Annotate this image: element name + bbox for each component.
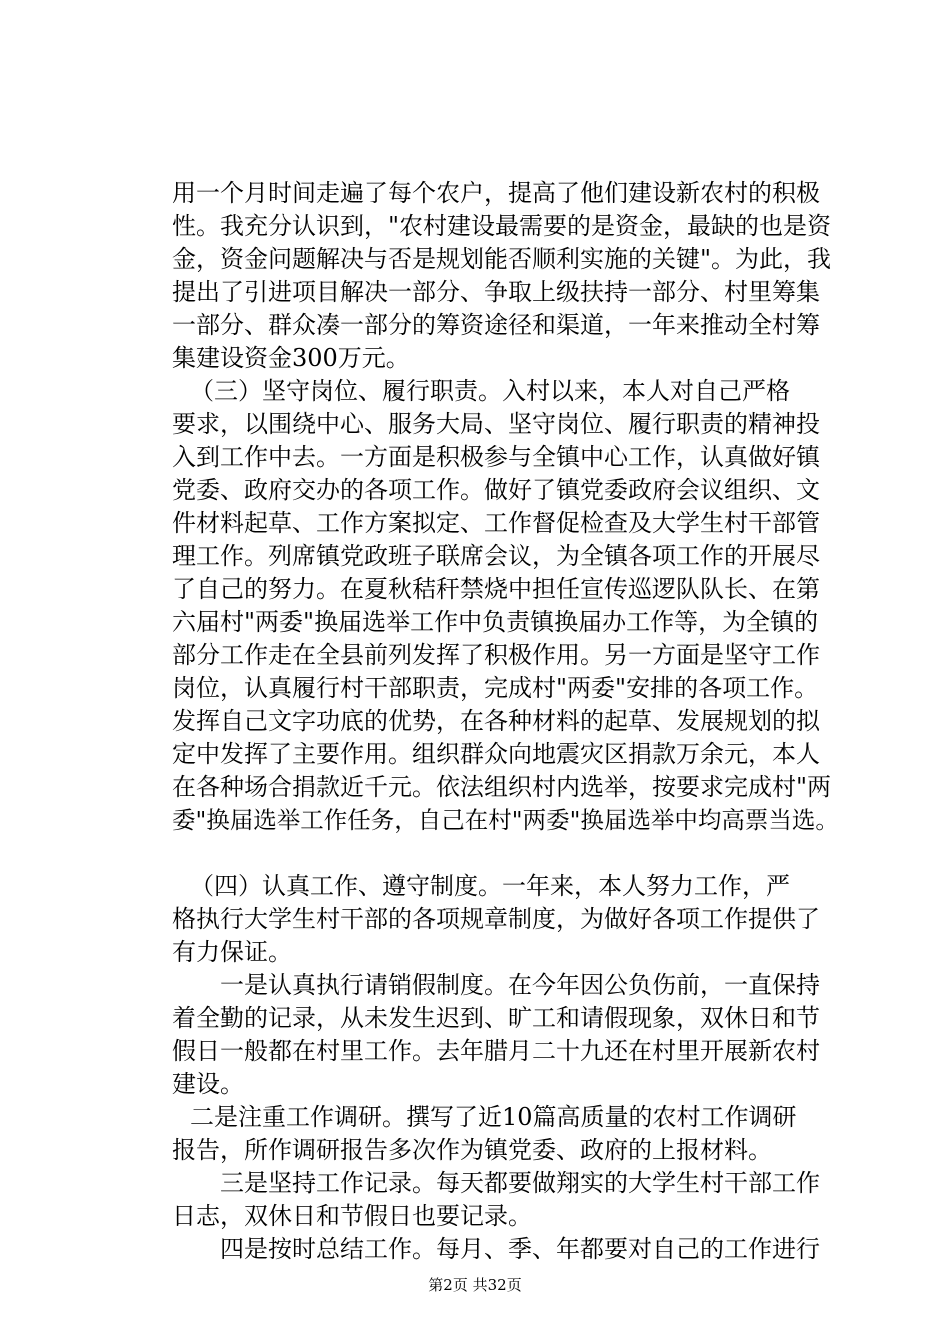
text-line: 一是认真执行请销假制度。在今年因公负伤前，一直保持 [220, 971, 820, 999]
text-line: 在各种场合捐款近千元。依法组织村内选举，按要求完成村"两 [172, 773, 832, 801]
text-line: 件材料起草、工作方案拟定、工作督促检查及大学生村干部管 [172, 509, 820, 537]
page-number-footer: 第2页 共32页 [428, 1276, 522, 1294]
text-line: 四是按时总结工作。每月、季、年都要对自己的工作进行 [220, 1235, 820, 1263]
text-line: 发挥自己文字功底的优势，在各种材料的起草、发展规划的拟 [172, 707, 820, 735]
text-line: 格执行大学生村干部的各项规章制度，为做好各项工作提供了 [172, 905, 820, 933]
text-line: 集建设资金300万元。 [172, 344, 410, 372]
text-line: 报告，所作调研报告多次作为镇党委、政府的上报材料。 [172, 1136, 772, 1164]
text-line: 要求，以围绕中心、服务大局、坚守岗位、履行职责的精神投 [172, 410, 820, 438]
text-line: 定中发挥了主要作用。组织群众向地震灾区捐款万余元，本人 [172, 740, 820, 768]
text-line: （四）认真工作、遵守制度。一年来，本人努力工作，严 [190, 872, 790, 900]
text-line: 岗位，认真履行村干部职责，完成村"两委"安排的各项工作。 [172, 674, 819, 702]
text-line: 六届村"两委"换届选举工作中负责镇换届办工作等，为全镇的 [172, 608, 819, 636]
text-line: 三是坚持工作记录。每天都要做翔实的大学生村干部工作 [220, 1169, 820, 1197]
text-line: 委"换届选举工作任务，自己在村"两委"换届选举中均高票当选。 [172, 806, 839, 834]
text-line: 金，资金问题解决与否是规划能否顺利实施的关键"。为此，我 [172, 245, 832, 273]
text-line: 一部分、群众凑一部分的筹资途径和渠道，一年来推动全村筹 [172, 311, 820, 339]
text-line: （三）坚守岗位、履行职责。入村以来，本人对自己严格 [190, 377, 790, 405]
text-line: 提出了引进项目解决一部分、争取上级扶持一部分、村里筹集 [172, 278, 820, 306]
text-line: 着全勤的记录，从未发生迟到、旷工和请假现象，双休日和节 [172, 1004, 820, 1032]
text-line: 二是注重工作调研。撰写了近10篇高质量的农村工作调研 [190, 1103, 797, 1131]
text-line: 理工作。列席镇党政班子联席会议，为全镇各项工作的开展尽 [172, 542, 820, 570]
text-line: 部分工作走在全县前列发挥了积极作用。另一方面是坚守工作 [172, 641, 820, 669]
text-line: 入到工作中去。一方面是积极参与全镇中心工作，认真做好镇 [172, 443, 820, 471]
text-line: 建设。 [172, 1070, 244, 1098]
text-line: 性。我充分认识到，"农村建设最需要的是资金，最缺的也是资 [172, 212, 832, 240]
text-line: 假日一般都在村里工作。去年腊月二十九还在村里开展新农村 [172, 1037, 820, 1065]
text-line: 用一个月时间走遍了每个农户，提高了他们建设新农村的积极 [172, 179, 820, 207]
text-line: 党委、政府交办的各项工作。做好了镇党委政府会议组织、文 [172, 476, 820, 504]
text-line: 日志，双休日和节假日也要记录。 [172, 1202, 532, 1230]
text-line: 有力保证。 [172, 938, 292, 966]
text-line: 了自己的努力。在夏秋秸秆禁烧中担任宣传巡逻队队长、在第 [172, 575, 820, 603]
